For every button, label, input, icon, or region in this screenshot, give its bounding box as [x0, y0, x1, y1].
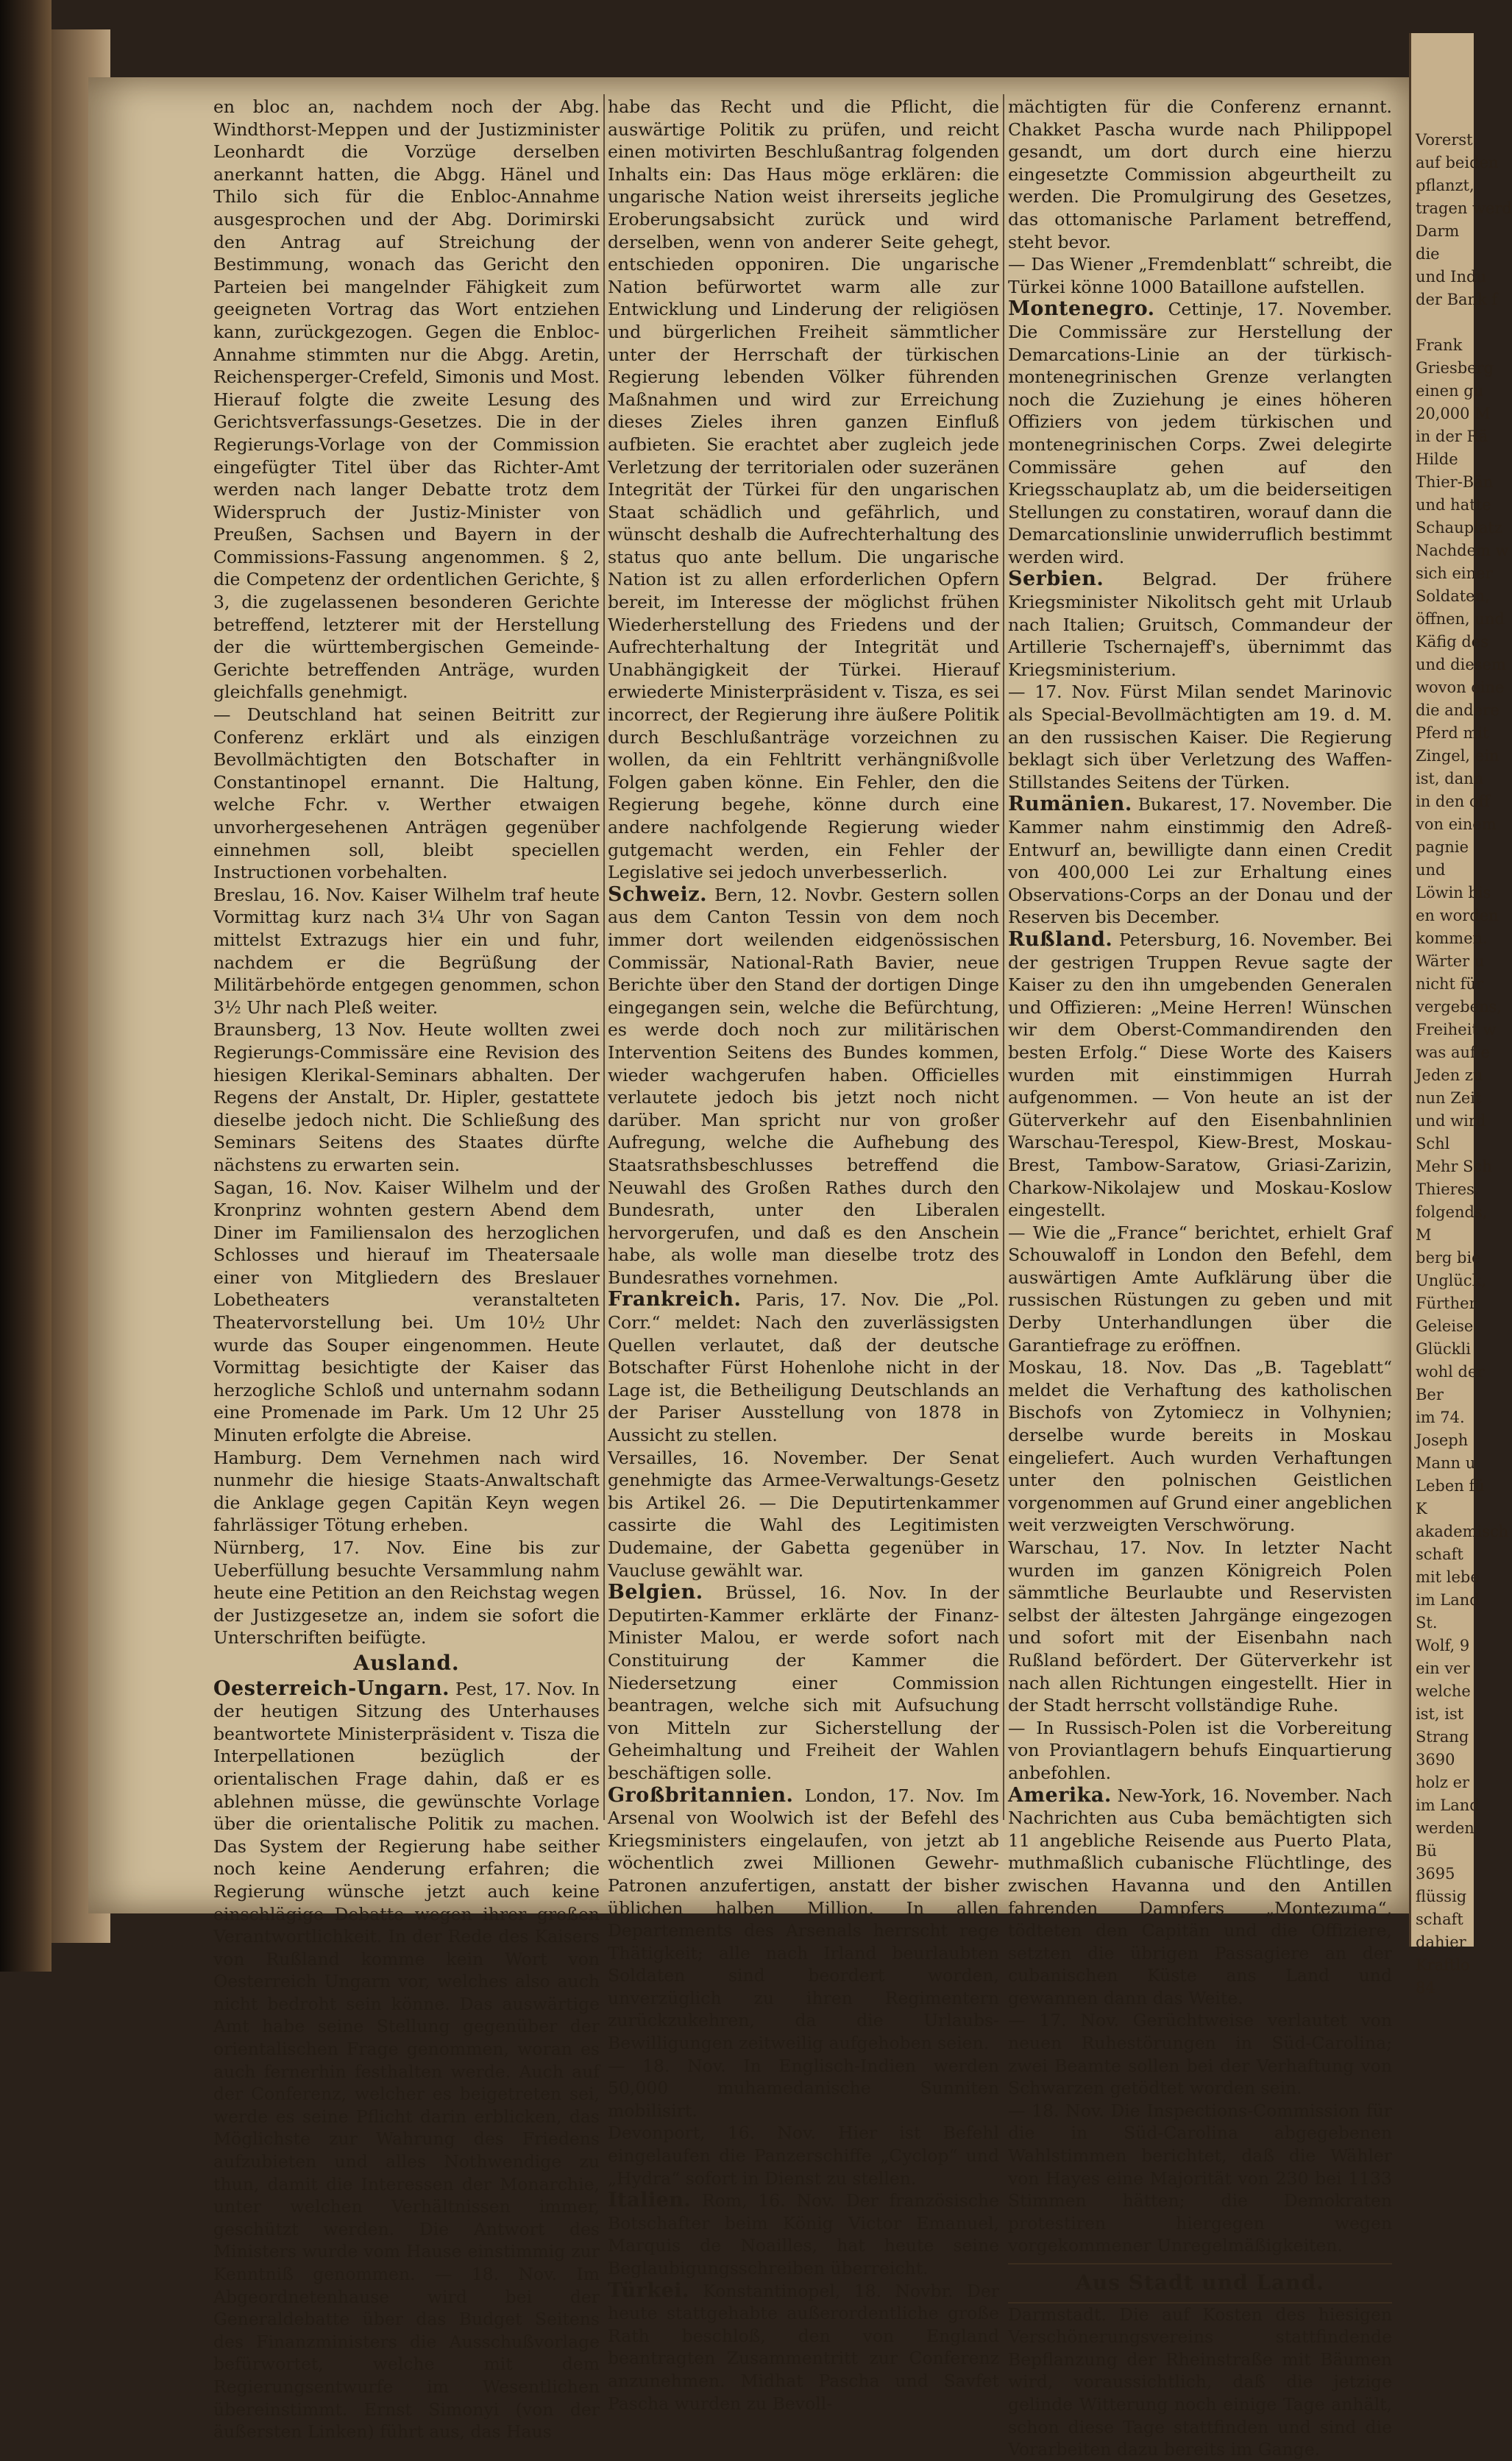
right-page-fragment: flüssig [1416, 1888, 1467, 1905]
right-page-fragment: ist, dann [1416, 770, 1484, 787]
right-page-fragment [1411, 311, 1474, 334]
right-page-fragment: die [1416, 245, 1440, 263]
right-page-fragment: 3695 [1416, 1865, 1455, 1883]
paragraph-text: Versailles, 16. November. Der Senat genehmigte das Armee-Verwaltungs-Gesetz bis Artikel 26. — Die Deputirtenkammer cassirte die Wahl des Legitimisten Dudemaine, der Gabetta gegenüber in Vaucluse gewählt war. [608, 1447, 999, 1581]
paragraph-text: Hamburg. Dem Vernehmen nach wird nunmehr die hiesige Staats-Anwaltschaft die Anklage gegen Capitän Keyn wegen fahrlässiger Tötung erheben. [213, 1447, 600, 1536]
right-page-fragment: dahier [1416, 1933, 1466, 1951]
country-heading: Frankreich. [608, 1288, 742, 1311]
paragraph-text: — Das Wiener „Fremdenblatt“ schreibt, die Türkei könne 1000 Bataillone aufstellen. [1008, 254, 1392, 297]
right-page-fragment: wohl der [1416, 1363, 1485, 1381]
right-page-fragment: und [1416, 861, 1446, 879]
right-page-fragment: der Bank f [1416, 291, 1498, 308]
right-page-edge [1409, 33, 1512, 1997]
country-heading: Schweiz. [608, 882, 707, 906]
article-paragraph [213, 1537, 600, 1649]
right-page-fragment: Leben fü [1416, 1477, 1485, 1495]
paragraph-text: Nürnberg, 17. Nov. Eine bis zur Ueberfüllung besuchte Versammlung nahm heute eine Petition an den Reichstag wegen der Justizgesetze an, indem sie sofort die Unterschriften beifügte. [213, 1537, 600, 1649]
article-paragraph [608, 1447, 999, 1582]
article-paragraph [1008, 681, 1392, 793]
article-paragraph [213, 884, 600, 1019]
right-page-fragment: Kraftlo [1416, 1956, 1470, 1974]
right-page-fragment: Schl [1416, 1135, 1450, 1152]
right-page-fragment: schaft [1416, 1911, 1463, 1928]
right-page-fragment: Bü [1416, 1842, 1437, 1860]
paragraph-text: Devonport, 16. Nov. Hier ist Befehl eingelaufen die Panzerschiffe „Cyclop“ und „Hydra“ sofort in Dienst zu stellen. [608, 2122, 999, 2189]
section-heading-text: Ausland. [353, 1650, 460, 1675]
right-page-fragment: 20,000 M [1416, 405, 1491, 422]
right-page-fragment: im Land [1416, 1796, 1480, 1814]
paragraph-text: London, 17. Nov. Im Arsenal von Woolwich ist der Befehl des Kriegsministers eingelaufen, von jetzt ab wöchentlich zwei Millionen Gewehr-Patronen anzufertigen, anstatt der bisher üblichen halben Million. In allen Departements des Arsenals herrscht rege Thätigkeit; alle nach Irland beurlaubten Soldaten sind beordert worden, unverzüglich zu ihren Regimentern zurückzukehren, da die Urlaubs-Bewilligungen zeitweilig aufgehoben seien. [608, 1785, 999, 2054]
paragraph-text: Brüssel, 16. Nov. In der Deputirten-Kammer erklärte der Finanz-Minister Malou, er werde sofort nach Constituirung der Kammer die Niedersetzung einer Commission beantragen, welche sich mit Aufsuchung von Mitteln zur Sicherstellung der Geheimhaltung und Freiheit der Wahlen beschäftigen solle. [608, 1582, 999, 1783]
paragraph-text: Sagan, 16. Nov. Kaiser Wilhelm und der Kronprinz wohnten gestern Abend dem Diner im Familiensalon des herzoglichen Schlosses und hierauf im Theatersaale einer von Mitgliedern des Breslauer Lobetheaters veranstalteten Theatervorstellung bei. Um 10½ Uhr wurde das Souper eingenommen. Heute Vormittag besichtigte der Kaiser das herzogliche Schloß und unternahm sodann eine Promenade im Park. Um 12 Uhr 25 Minuten erfolgte die Abreise. [213, 1177, 600, 1446]
country-heading: Montenegro. [1008, 297, 1155, 321]
right-page-fragment: und hatte [1416, 496, 1491, 514]
article-paragraph [1008, 1785, 1392, 2010]
column-rule-1 [603, 94, 605, 1820]
right-page-fragment: sich einer [1416, 564, 1493, 582]
article-paragraph [1008, 1356, 1392, 1537]
country-heading: Großbritannien. [608, 1783, 794, 1807]
article-paragraph [213, 1678, 600, 2443]
right-page-fragment: Thier-Bän [1416, 473, 1494, 491]
article-paragraph [608, 2189, 999, 2279]
right-page-fragment: Pferd mit [1416, 724, 1489, 742]
right-page-fragment: mit lebe [1416, 1568, 1480, 1586]
right-page-fragment: folgends, [1416, 1203, 1488, 1221]
right-page-fragment: Unglück, [1416, 1272, 1487, 1289]
article-paragraph [1008, 568, 1392, 681]
article-paragraph [608, 2122, 999, 2189]
article-paragraph [1008, 1717, 1392, 1785]
right-page-fragment: in den off [1416, 793, 1490, 810]
article-paragraph [608, 1289, 999, 1446]
right-page-fragment: Vorerst [1416, 131, 1473, 149]
right-page-fragment: wovon eine [1416, 679, 1505, 696]
right-page-fragment: Wärter u [1416, 952, 1485, 970]
right-page-fragment: holz er [1416, 1774, 1470, 1791]
right-page-fragment: berg bie [1416, 1249, 1481, 1267]
country-heading: Türkei. [608, 2278, 689, 2302]
paragraph-text: mächtigten für die Conferenz ernannt. Chakket Pascha wurde nach Philippopel gesandt, um dort durch eine hierzu eingesetzte Commission abgeurtheilt zu werden. Die Promulgirung des Gesetzes, das ottomanische Parlament betreffend, steht bevor. [1008, 96, 1392, 252]
right-page-fragment: Joseph [1416, 1431, 1469, 1449]
paragraph-text: — 17. Nov. Gerüchtweise verlautet von neuen Ruhestörungen in Süd-Carolina; zwei Beamte sollen bei der Verhaftung von Schwarzen getödtet worden sein. [1008, 2010, 1392, 2099]
article-paragraph [213, 704, 600, 884]
article-paragraph [1008, 793, 1392, 929]
right-page-fragment: Ber [1416, 1386, 1444, 1403]
country-heading: Rußland. [1008, 927, 1113, 951]
section-heading [213, 1652, 600, 1675]
paragraph-text: Petersburg, 16. November. Bei der gestrigen Truppen Revue sagte der Kaiser zu den ihn umgebenden Generalen und Offizieren: „Meine Herren! Wünschen wir dem Oberst-Commandirenden den besten Erfolg.“ Diese Worte des Kaisers wurden mit einstimmigen Hurrah aufgenommen. — Von heute an ist der Güterverkehr auf den Eisenbahnlinien Warschau-Terespol, Kiew-Brest, Moskau-Brest, Tambow-Saratow, Griasi-Zarizin, Charkow-Nikolajew und Moskau-Koslow eingestellt. [1008, 929, 1392, 1221]
section-heading [1008, 2263, 1392, 2304]
right-page-fragment: Jeden zu [1416, 1066, 1483, 1084]
paragraph-text: Breslau, 16. Nov. Kaiser Wilhelm traf heute Vormittag kurz nach 3¼ Uhr von Sagan mittelst Extrazugs hier ein und fuhr, nachdem er die Begrüßung der Militärbehörde entgegen genommen, schon 3½ Uhr nach Pleß weiter. [213, 884, 600, 1018]
right-page-fragment: vergebens, [1416, 998, 1502, 1016]
right-page-fragment: Strang [1416, 1728, 1469, 1746]
article-paragraph [213, 1019, 600, 1176]
right-page-fragment: Soldaten, [1416, 587, 1490, 605]
article-paragraph [608, 2280, 999, 2415]
paragraph-text: — In Russisch-Polen ist die Vorbereitung von Proviantlagern behufs Einquartierung anbefohlen. [1008, 1717, 1392, 1783]
country-heading: Serbien. [1008, 567, 1104, 591]
right-page-fragment: von einem [1416, 815, 1497, 833]
right-page-fragment: und wird [1416, 1112, 1486, 1130]
article-paragraph [213, 1447, 600, 1537]
paragraph-text: habe das Recht und die Pflicht, die auswärtige Politik zu prüfen, und reicht einen motivirten Beschlußantrag folgenden Inhalts ein: Das Haus möge erklären: die ungarische Nation weist ihrerseits jegliche Eroberungsabsicht zurück und wird derselben, wenn von anderer Seite gehegt, entschieden opponiren. Die ungarische Nation befürwortet warm alle zur Entwicklung und Linderung der religiösen und bürgerlichen Freiheit sämmtlicher unter der Herrschaft der türkischen Regierung lebenden Völker führenden Maßnahmen und wird zur Erreichung dieses Zieles ihren ganzen Einfluß aufbieten. Sie erachtet aber zugleich jede Verletzung der territorialen oder suzeränen Integrität der Türkei für den ungarischen Staat schädlich und gefährlich, und wünscht deshalb die Aufrechterhaltung des status quo ante bellum. Die ungarische Nation ist zu allen erforderlichen Opfern bereit, im Interesse der möglichst frühen Wiederherstellung des Friedens und der Aufrechterhaltung der Integrität und Unabhängigkeit der Türkei. Hierauf erwiederte Ministerpräsident v. Tisza, es sei incorrect, der Regierung ihre äußere Politik durch Beschlußanträge vorzeichnen zu wollen, da ein Fehltritt verhängnißvolle Folgen gaben könne. Ein Fehler, den die Regierung begehe, könne durch eine andere nachfolgende Regierung wieder gutgemacht werden, ein Fehler der Legislative sei jedoch unverbesserlich. [608, 96, 999, 883]
country-heading: Rumänien. [1008, 793, 1132, 816]
article-paragraph [213, 1177, 600, 1447]
right-page-fragment: die andere [1416, 701, 1499, 719]
country-heading: Oesterreich-Ungarn. [213, 1676, 450, 1700]
article-paragraph [213, 96, 600, 704]
article-paragraph [608, 96, 999, 884]
right-page-fragment: pagnie [1416, 838, 1469, 856]
column-3 [1008, 96, 1392, 2460]
right-page-fragment: kommen. [1416, 929, 1488, 947]
right-page-fragment: Mann u [1416, 1454, 1476, 1472]
paragraph-text: Warschau, 17. Nov. In letzter Nacht wurden im ganzen Königreich Polen sämmtliche Beurlaubte und Reservisten selbst der ältesten Jahrgänge eingezogen und sofort mit der Eisenbahn nach Rußland befördert. Der Güterverkehr ist nach allen Richtungen eingestellt. Hier in der Stadt herrscht vollständige Ruhe. [1008, 1537, 1392, 1716]
article-paragraph [1008, 1537, 1392, 1717]
paragraph-text: Pest, 17. Nov. In der heutigen Sitzung des Unterhauses beantwortete Ministerpräsident v. Tisza die Interpellationen bezüglich der orientalischen Frage dahin, daß er es ablehnen müsse, die gewünschte Vorlage über die orientalische Politik zu machen. Das System der Regierung habe seither noch keine Aenderung erfahren; die Regierung wünsche jetzt auch keine einschlägige Debatte wegen ihrer großen Verantwortlichkeit. In der Rede des Kaisers von Rußland komme kein Wort von Oesterreich Ungarn vor, welches also auch nicht bedroht sein könne. Das auswärtige Amt habe seine Stellung gegenüber der orientalischen Frage genommen, woran es auch fernerhin festhalten werde. Auch auf der Conferenz, welcher es beigetreten sei, werde es seine Pflicht darin erblicken, das Möglichste zur Wahrung des Friedens aufzubieten und alles Nothwendige zu thun, damit die Interessen der Monarchie, unter welchen Verhältnissen immer, geschützt werden. Die Antwort des Ministers wurde vom Hause einstimmig zur Kenntniß genommen. — 18. Nov. Im Abgeordnetenhause wird bei der Generaldebatte über das Budget Seitens des Finanzministers die Ausschußvorlage befürwortet, welche mit dem Regierungsentwurfe im Wesentlichen übereinstimmt. Ernst Simonyi (von der äußersten Linken) führt aus, das Haus [213, 1678, 600, 2443]
paragraph-text: Belgrad. Der frühere Kriegsminister Nikolitsch geht mit Urlaub nach Italien; Gruitsch, Commandeur der Artillerie Tschernajeff's, übernimmt das Kriegsministerium. [1008, 569, 1392, 680]
article-paragraph [1008, 2304, 1392, 2461]
country-heading: Belgien. [608, 1581, 703, 1604]
article-paragraph [1008, 929, 1392, 1222]
paragraph-text: — Wie die „France“ berichtet, erhielt Graf Schouwaloff in London den Befehl, dem auswärtigen Amte Aufklärung über die russischen Rüstungen zu geben und mit Derby Unterhandlungen über die Garantiefrage zu eröffnen. [1008, 1222, 1392, 1356]
right-page-fragment: Freiheit w [1416, 1021, 1497, 1038]
article-paragraph [1008, 1222, 1392, 1357]
paragraph-text: — 18. Nov. Die Inspections-Commission für die in Süd-Carolina abgegebenen Wahlstimmen berichtet, daß die Wähler von Hayes eine Majorität von 230 bei 1133 Stimmen hätten; die Demokraten protestiren hiergegen wegen vorgekommener Unregelmäßigkeiten. [1008, 2100, 1392, 2256]
right-page-fragment: M [1416, 1226, 1432, 1244]
right-page-fragment: nun Zeit [1416, 1089, 1482, 1107]
right-page-fragment: Geleise [1416, 1317, 1474, 1335]
right-page-fragment: Griesberg [1416, 359, 1494, 377]
section-heading-text: Aus Stadt und Land. [1076, 2270, 1324, 2295]
paragraph-text: Braunsberg, 13 Nov. Heute wollten zwei Regierungs-Commissäre eine Revision des hiesigen Klerikal-Seminars abhalten. Der Regens der Anstalt, Dr. Hipler, gestattete dieselbe jedoch nicht. Die Schließung des Seminars Seitens des Staates dürfte nächstens zu erwarten sein. [213, 1019, 600, 1175]
article-paragraph [1008, 253, 1392, 298]
paragraph-text: Cettinje, 17. November. Die Commissäre zur Herstellung der Demarcations-Linie an der türkisch-montenegrinischen Grenze verlangten noch die Zuziehung je eines höheren Offiziers von jedem türkischen und montenegrinischen Corps. Zwei delegirte Commissäre gehen auf den Kriegsschauplatz ab, um die beiderseitigen Stellungen zu constatiren, worauf dann die Demarcationslinie unwiderruflich bestimmt werden wird. [1008, 299, 1392, 567]
right-page-fragment: 3690 [1416, 1751, 1455, 1768]
right-page-fragment: pflanzt, [1416, 177, 1474, 194]
right-page-fragment: St. [1416, 1614, 1438, 1632]
paragraph-text: — Deutschland hat seinen Beitritt zur Conferenz erklärt und als einzigen Bevollmächtigten den Botschafter in Constantinopel ernannt. Die Haltung, welche Fchr. v. Werther etwaigen unvorhergesehenen Anträgen gegenüber einnehmen soll, bleibt speciellen Instructionen vorbehalten. [213, 704, 600, 883]
right-page-fragment: im Land [1416, 1591, 1480, 1609]
paragraph-text: — 17. Nov. Fürst Milan sendet Marinovic als Special-Bevollmächtigten am 19. d. M. an den russischen Kaiser. Die Regierung beklagt sich über Verletzung des Waffen-Stillstandes Seitens der Türken. [1008, 681, 1392, 793]
paragraph-text: — 18. Nov. In Englisch-Indien werden 50,000 muhamedanische Sunniten mobilisirt. [608, 2055, 999, 2121]
right-page-fragment: Fürther [1416, 1295, 1477, 1312]
right-page-fragment: was auf e [1416, 1044, 1490, 1061]
right-page-fragment: ist, ist [1416, 1705, 1464, 1723]
column-1 [213, 96, 600, 2443]
right-page-fragment: in der Rä [1416, 428, 1488, 445]
right-page-fragment: Wolf, 9 [1416, 1637, 1470, 1654]
right-page-fragment: und diesem [1416, 656, 1506, 673]
right-page-fragment: Schauplatz [1416, 519, 1502, 537]
right-page-fragment: K [1416, 1500, 1427, 1518]
right-page-fragment: en worden [1416, 907, 1499, 924]
article-paragraph [608, 884, 999, 1289]
paragraph-text: Bukarest, 17. November. Die Kammer nahm einstimmig den Adreß-Entwurf an, bewilligte dann einen Credit von 400,000 Lei zur Erhaltung eines Observations-Corps an der Donau und der Reserven bis December. [1008, 794, 1392, 928]
right-page-fragment: akademisch [1416, 1523, 1509, 1540]
article-paragraph [608, 1785, 999, 2055]
article-paragraph [608, 2055, 999, 2122]
right-page-fragment: nicht für [1416, 975, 1483, 993]
right-page-fragment: 84 [1416, 1979, 1435, 1997]
article-paragraph [1008, 298, 1392, 568]
paragraph-text: Paris, 17. Nov. Die „Pol. Corr.“ meldet: Nach den zuverlässigsten Quellen verlautet, daß der deutsche Botschafter Fürst Hohenlohe nicht in der Lage ist, die Betheiligung Deutschlands an der Pariser Ausstellung von 1878 in Aussicht zu stellen. [608, 1289, 999, 1446]
right-page-fragment: auf beiden [1416, 154, 1499, 171]
right-page-fragment: schaft [1416, 1545, 1463, 1563]
column-rule-2 [1003, 94, 1004, 1820]
paragraph-text: Bern, 12. Novbr. Gestern sollen aus dem Canton Tessin von dem noch immer dort weilenden eidgenössischen Commissär, National-Rath Bavier, neue Berichte über den Stand der dortigen Dinge eingegangen sein, welche die Befürchtung, es werde doch noch zur militärischen Intervention Seitens des Bundes kommen, wieder wachgerufen haben. Officielles verlautete jedoch bis jetzt noch nicht darüber. Man spricht nur von großer Aufregung, welche die Aufhebung des Staatsrathsbeschlusses betreffend die Neuwahl des Großen Rathes durch den Bundesrath, unter den Liberalen hervorgerufen, und daß es den Anschein habe, als wolle man dieselbe trotz des Bundesrathes vornehmen. [608, 884, 999, 1288]
right-page-fragment: werden [1416, 1819, 1474, 1837]
right-page-fragment: öffnen, und [1416, 610, 1505, 628]
right-page-fragments [1411, 33, 1512, 2000]
right-page-fragment: im 74. [1416, 1409, 1465, 1426]
right-page-fragment: Frank [1416, 336, 1463, 354]
right-page-fragment: Käfig des [1416, 633, 1488, 651]
paragraph-text: Konstantinopel, 18. Novbr. Der heute stattgehabte außerordentliche große Rath beschloß, den von England beantragten Zusammentritt zur Conferenz anzunehmen. Midhat Pascha und Savfet Pascha wurden zu Bevoll- [608, 2280, 999, 2414]
right-page-fragment: Nachdem w [1416, 542, 1509, 559]
right-page-fragment: und Indu [1416, 268, 1486, 286]
right-page-fragment: ein ver [1416, 1660, 1470, 1677]
right-page-fragment: einen gu [1416, 382, 1484, 400]
paragraph-text: Darmstadt. Die auf Kosten des hiesigen Verschönerungsvereins stattfindende Bepflanzung der Rheinstraße mit Bäumen wird, voraussichtlich, daß die jetzige gelinde Witterung noch einige Tage anhält, schon diese Tage stattfinden und sind die Vorarbeiten dazu bereits im Gange. [1008, 2304, 1392, 2460]
paragraph-text: Rom, 16. Nov. Der französische Botschafter beim König Victor Emanuel, Marquis de Noailles, hat heute seine Beglaubigungsschreiben überreicht. [608, 2190, 999, 2278]
right-page-fragment: Darm [1416, 222, 1460, 240]
paragraph-text: Moskau, 18. Nov. Das „B. Tageblatt“ meldet die Verhaftung des katholischen Bischofs von Zytomiecz in Volhynien; derselbe wurde bereits in Moskau eingeliefert. Auch wurden Verhaftungen unter den polnischen Geistlichen vorgenommen auf Grund einer angeblichen weit verzweigten Verschwörung. [1008, 1357, 1392, 1536]
right-page-fragment: tragen werd [1416, 199, 1512, 217]
right-page-fragment: Löwin bis [1416, 884, 1491, 902]
article-paragraph [1008, 96, 1392, 253]
paragraph-text: en bloc an, nachdem noch der Abg. Windthorst-Meppen und der Justizminister Leonhardt die Vorzüge derselben anerkannt hatten, die Abgg. Hänel und Thilo sich für die Enbloc-Annahme ausgesprochen und der Abg. Dorimirski den Antrag auf Streichung der Bestimmung, wonach das Gericht den Parteien bei mangelnder Fähigkeit zum geeigneten Vortrag das Wort entziehen kann, zurückgezogen. Gegen die Enbloc-Annahme stimmten nur die Abgg. Aretin, Reichensperger-Crefeld, Simonis und Most. Hierauf folgte die zweite Lesung des Gerichtsverfassungs-Gesetzes. Die in der Regierungs-Vorlage von der Commission eingefügter Titel über das Richter-Amt werden nach langer Debatte trotz dem Widerspruch der Justiz-Minister von Preußen, Sachsen und Bayern in der Commissions-Fassung angenommen. § 2, die Competenz der ordentlichen Gerichte, § 3, die zugelassenen besonderen Gerichte betreffend, letzterer mit der Herstellung der die württembergischen Gemeinde-Gerichte betreffenden Anträge, wurden gleichfalls genehmigt. [213, 96, 600, 703]
right-page-fragment: Mehr Sch [1416, 1158, 1492, 1175]
article-paragraph [608, 1582, 999, 1784]
article-paragraph [1008, 2100, 1392, 2257]
column-2 [608, 96, 999, 2414]
paragraph-text: New-York, 16. November. Nach Nachrichten aus Cuba bemächtigten sich 11 angebliche Reisende aus Puerto Plata, muthmaßlich cubanische Flüchtlinge, des zwischen Havanna und den Antillen fahrenden Dampfers „Montezuma“, tödteten den Capitän und die Offiziere, setzten die übrigen Passagiere an der cubanischen Küste ans Land und gewannen dann das Weite. [1008, 1785, 1392, 2008]
book-binding [0, 0, 52, 1972]
right-page-fragment: Thieres, [1416, 1180, 1480, 1198]
country-heading: Italien. [608, 2189, 692, 2212]
right-page-fragment: Hilde [1416, 450, 1458, 468]
right-page-fragment: Zingel, ein [1416, 747, 1499, 765]
country-heading: Amerika. [1008, 1783, 1112, 1807]
article-paragraph [1008, 2009, 1392, 2099]
right-page-fragment: welche [1416, 1682, 1471, 1700]
right-page-fragment: Glückli [1416, 1340, 1471, 1358]
